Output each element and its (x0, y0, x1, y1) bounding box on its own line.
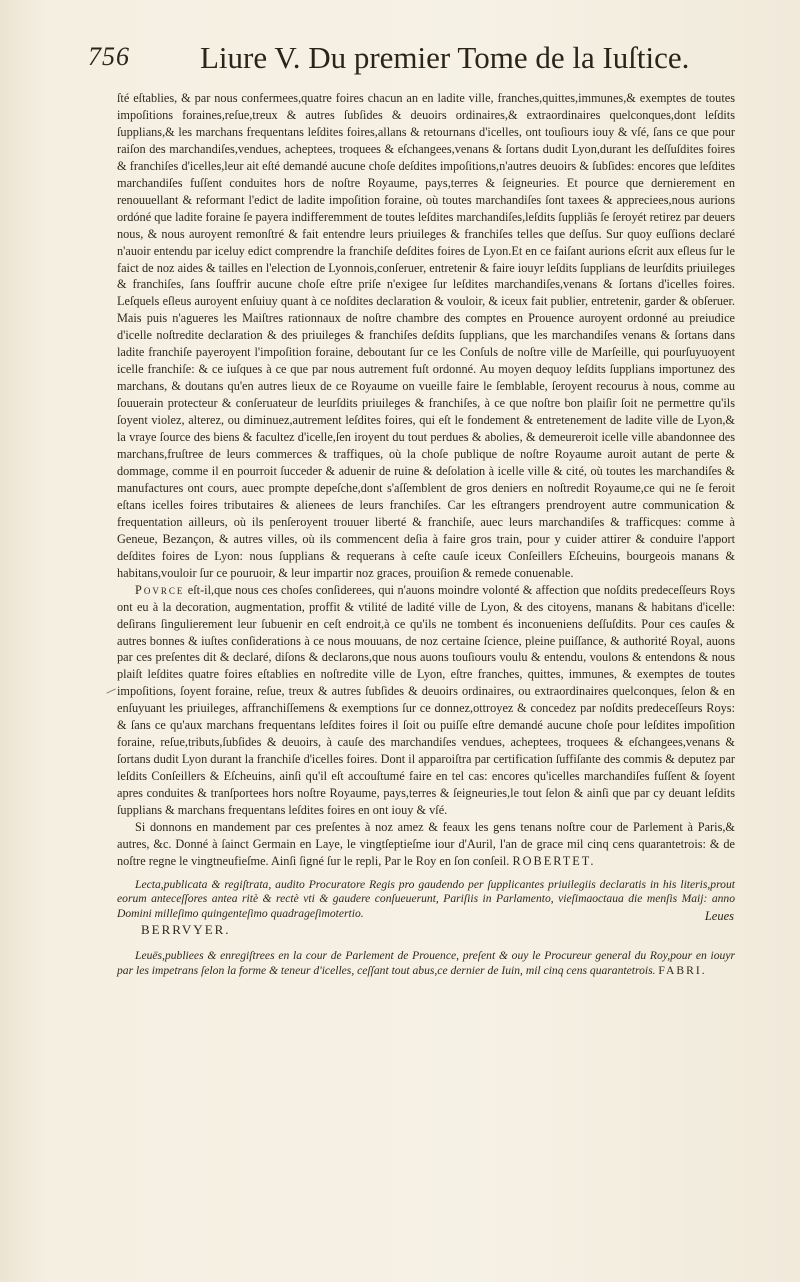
paragraph-2 (117, 582, 735, 819)
paragraph-3-text: Si donnons en mandement par ces preſentes à noz amez & feaux les gens tenans noſtre cour de Parlement à Paris,& autres, &c. Donné à ſainct Germain en Laye, le vingtſeptieſme iour d'Auril, l'an de grace mil cinq cens quarantetrois: & de noſtre regne le vingtneufieſme. Ainſi ſigné ſur le repli, Par le Roy en ſon conſeil. (117, 819, 735, 868)
main-text (117, 90, 735, 978)
page-number: 756 (88, 42, 130, 71)
catchword: Leues (704, 909, 734, 923)
latin-note-text: Lecta,publicata & regiſtrata, audito Procuratore Regis pro gaudendo per ſupplicantes priuilegiis declaratis in his literis,prout eorum anteceſſores antea ritè & rectè vti & gaudere conſueuerunt, Pariſiis in Parlamento, vieſimaoctaua die menſis Maij: anno Domini milleſimo quingenteſimo quadrageſimotertio. (117, 877, 735, 921)
signature-robertet: ROBERTET. (512, 853, 596, 868)
french-note-text: Leuës,publiees & enregiſtrees en la cour de Parlement de Prouence, preſent & ouy le Procureur general du Roy,pour en iouyr par les impetrans ſelon la forme & teneur d'icelles, ceſſant tout abus,ce dernier de Iuin, mil cinq cens quarantetrois. (117, 949, 735, 977)
signer-fabri: FABRI. (658, 963, 707, 977)
paragraph-1: ſté eſtablies, & par nous confermees,quatre foires chacun an en ladite ville, franches,quittes,immunes,& exemptes de toutes impoſitions foraines,reſue,treux & autres ſubſides & deuoirs ordinaires,& extraordinaires quelconques,dont leſdits ſupplians,& les marchans frequentans leſdites foires,allans & retournans d'icelles, ont touſiours iouy & vſé, ſans ce que pour raiſon des marchandiſes,vendues, acheptees, troquees & eſchangees,venans & ſortans dudit Lyon,durant les deſſuſdites foires & franchiſes d'icelles,leur ait eſté demandé aucune choſe deſdites impoſitions,n'autres deuoirs & ſubſides: encores que leſdites marchandiſes fuſſent conduites hors de noſtre Royaume, pays,terres & ſeigneuries. Et pource que dernierement en renouuellant & reformant l'edict de ladite impoſition foraine, où toutes marchandiſes ſont taxees & appreciees,nous aurions ordóné que ladite foraine ſe payera indifferemment de toutes leſdites marchandiſes,leſdits ſuppliãs ſe ſeroyét retirez par deuers nous, & nous auroyent remonſtré & fait entendre leurs priuileges & franchiſes telles que deſſus. Sur quoy euſſions declaré n'auoir entendu par iceluy edict comprendre la franchiſe deſdites foires de Lyon.Et en ce faiſant aurions eſcrit aux eſleus ſur le faict de noz aides & tailles en l'election de Lyonnois,conſeruer, entretenir & faire iouyr leſdits ſupplians de leurſdits priuileges & franchiſes, ſans ſouffrir aucune choſe eſtre priſe n'exigee ſur leſdites marchandiſes,venans & ſortans d'icelles foires. Leſquels eſleus auroyent enſuiuy quant à ce noſdites declaration & vouloir, & iceux fait publier, entretenir, garder & obſeruer. Mais puis n'agueres les Maiſtres rationnaux de noſtre chambre des comptes en Prouence auroyent ordonné au preiudice d'icelle noſtredite declaration & des priuileges & franchiſes deſdits ſupplians, que les marchandiſes venans & ſortans dans ladite franchiſe payeroyent l'impoſition foraine, deboutant ſur ce les Conſuls de noſtre ville de Marſeille, qui pourſuyuoyent icelle franchiſe: & ce iuſques à ce que par nous autrement fuſt ordonné. Au moyen dequoy leſdits ſupplians importunez des marchans, & doutans qu'en autres lieux de ce Royaume on vueille faire le ſemblable, ſeroyent recourus à nous, comme au ſouuerain protecteur & conſeruateur de leurſdits priuileges & franchiſes, à ce que noſtre bon plaiſir ſoit ne permettre qu'ils ſoyent violez, alterez, ou diminuez,autrement leſdites foires, qui eſt le fondement & entretenement de ladite ville de Lyon,& la vraye ſource des biens & facultez d'icelle,ſen iroyent du tout perdues & abolies, & demeureroit icelle ville abandonnee des marchans,fruſtree de leurs commerces & traffiques, où la choſe publique de noſtre Royaume auroit autant de perte & dommage, comme il en pourroit ſucceder & aduenir de ruine & deſolation à icelle ville & cité, où toutes les marchandiſes & manufactures ont cours, auec prompte depeſche,dont s'aſſemblent de gros deniers en noſtredit Royaume,ce qui ne ſe feroit eſtans icelles foires tributaires & alienees de leurs franchiſes. Car les eſtrangers prendroyent autre communication & frequentation ailleurs, où ils penſeroyent trouuer liberté & franchiſe, auec leurs marchandiſes & trafficques: comme à Geneue, Bezançon, & autres villes, où ils commencent deſia à faire gros train, pour y cuider attirer & conduire l'apport deſdites foires de Lyon: nous ſupplians & requerans à ceſte cauſe iceux Conſeillers Eſcheuins, bourgeois manans & habitans,vouloir ſur ce pouruoir, & leur impartir noz graces, prouiſion & remede conuenable. (117, 91, 735, 580)
signer-berruyer: BERRVYER. (141, 921, 231, 937)
paragraph-2-lead: Povrce (135, 582, 185, 597)
page-header (88, 40, 728, 80)
french-registration-note (117, 949, 735, 978)
latin-registration-note (117, 878, 735, 937)
paragraph-3 (117, 819, 735, 870)
margin-pen-mark (102, 679, 116, 693)
paragraph-2-text: eſt-il,que nous ces choſes conſiderees, qui n'auons moindre volonté & affection que noſdits predeceſſeurs Roys ont eu à la decoration, augmentation, proffit & vtilité de ladité ville de Lyon, & des citoyens, manans & habitans d'icelle: deſirans ſingulierement leur ſubuenir en ceſt endroit,à ce qu'ils ne tombent és inconueniens deſſuſdits. Pour ces cauſes & autres bonnes & iuſtes conſiderations à ce nous mouuans, de noz certaine ſcience, pleine puiſſance, & authorité Royal, auons par ces preſentes dit & declaré, diſons & declarons,que nous auons touſiours voulu & entendu, voulons & entendons & nous plaiſt leſdites quatre foires eſtablies en noſtredite ville de Lyon, eſtre franches, quittes, immunes, & exemptes de toutes impoſitions, ſoyent foraine, reſue, treux & autres ſubſides & deuoirs ordinaires, ou extraordinaires quelconques, ſelon & en enſuyuant les priuileges, affranchiſſemens & exemptions ſur ce donnez,ottroyez & concedez par noſdits predeceſſeurs Roys: & ſans ce qu'aux marchans frequentans leſdites foires il ſoit ou puiſſe eſtre demandé aucune choſe pour leſdites impoſition foraine, reſue,tributs,ſubſides & deuoirs, à cauſe des marchandiſes vendues, acheptees, troquees & eſchangees,venans & ſortans dudit Lyon durant la franchiſe d'icelles foires. Dont il apparoiſtra par certification ſuffiſante des commis & deputez par leſdits Conſeillers & Eſcheuins, ainſi qu'il eſt accouſtumé faire en tel cas: encores qu'icelles marchandiſes fuſſent & ſoyent apres conduites & tranſportees hors noſtre Royaume, pays,terres & ſeigneuries,le tout ſelon & ainſi que par cy deuant leſdits ſupplians & marchans frequentans leſdites foires en ont iouy & vſé. (117, 582, 735, 818)
running-title: Liure V. Du premier Tome de la Iuſtice. (200, 40, 690, 75)
